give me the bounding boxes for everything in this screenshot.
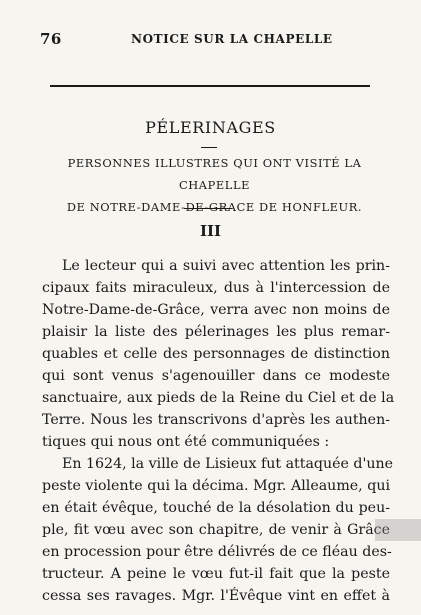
text-line: tructeur. A peine le vœu fut-il fait que la peste [42, 566, 390, 582]
text-line: plaisir la liste des pélerinages les plus remar- [42, 324, 390, 340]
text-line: quables et celle des personnages de distinction [42, 346, 390, 362]
text-line: cipaux faits miraculeux, dus à l'intercession de [42, 280, 390, 296]
text-line: sanctuaire, aux pieds de la Reine du Ciel et de la [42, 390, 395, 406]
text-line: ple, fit vœu avec son chapitre, de venir à Grâce [42, 522, 390, 538]
text-line: En 1624, la ville de Lisieux fut attaquée d'une [62, 456, 394, 472]
body-text [42, 255, 395, 607]
header-rule [50, 85, 370, 87]
text-line: en était évêque, touché de la désolation du peu- [42, 500, 390, 516]
running-title: NOTICE SUR LA CHAPELLE [131, 32, 333, 46]
text-line: Terre. Nous les transcrivons d'après les authen- [42, 412, 390, 428]
paragraph-2 [42, 453, 394, 607]
page-number: 76 [40, 30, 62, 48]
text-line: en procession pour être délivrés de ce fléau des- [42, 544, 392, 560]
running-head [40, 30, 392, 48]
section-title: PÉLERINAGES [145, 118, 276, 137]
subtitle-line-2: DE NOTRE-DAME-DE-GRACE DE HONFLEUR. [66, 200, 363, 214]
text-line: qui sont venus s'agenouiller dans ce modeste [42, 368, 390, 384]
text-line: Notre-Dame-de-Grâce, verra avec non moins de [42, 302, 390, 318]
text-line: Le lecteur qui a suivi avec attention les prin- [62, 258, 390, 274]
watermark-band [375, 519, 421, 541]
text-line: tiques qui nous ont été communiquées : [42, 434, 330, 450]
title-rule [201, 147, 217, 148]
subtitle-line-1: PERSONNES ILLUSTRES QUI ONT VISITÉ LA CHAPELLE [67, 156, 362, 192]
text-line: peste violente qui la décima. Mgr. Alleaume, qui [42, 478, 390, 494]
paragraph-1 [42, 255, 395, 453]
subtitle-rule [184, 208, 232, 209]
text-line: cessa ses ravages. Mgr. l'Évêque vint en effet à [42, 588, 390, 604]
chapter-number: III [199, 222, 222, 240]
